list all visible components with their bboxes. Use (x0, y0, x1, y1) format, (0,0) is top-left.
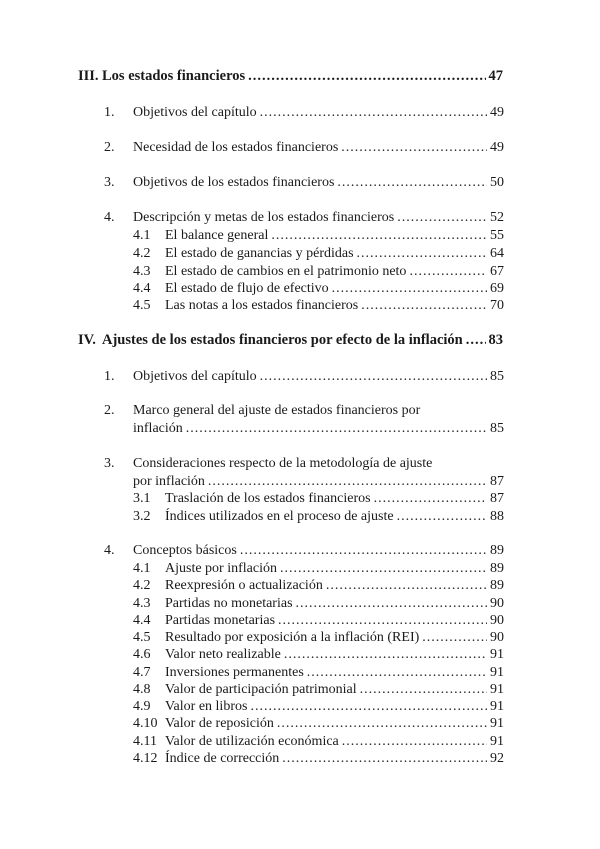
chapter-number: IV. (78, 332, 96, 348)
toc-subsection (133, 630, 504, 646)
page-number: 49 (490, 140, 504, 155)
page-number: 55 (490, 228, 504, 243)
section-title-line-2: inflación (133, 421, 183, 436)
subsection-number: 3.2 (133, 509, 151, 524)
subsection-number: 4.7 (133, 665, 151, 680)
page-number: 50 (490, 175, 504, 190)
toc-subsection (133, 699, 504, 715)
toc-chapter-3 (78, 68, 503, 85)
page-number: 70 (490, 298, 504, 313)
toc-subsection (133, 509, 504, 525)
page-number: 64 (490, 246, 504, 261)
subsection-number: 4.11 (133, 734, 157, 749)
subsection-number: 4.12 (133, 751, 158, 766)
section-title-line-1: Consideraciones respecto de la metodología de ajuste (133, 456, 433, 471)
toc-subsection (133, 228, 504, 244)
chapter-number: III. (78, 68, 99, 84)
subsection-title: Índice de corrección (165, 751, 280, 766)
page-number: 90 (490, 613, 504, 628)
toc-subsection (133, 647, 504, 663)
toc-subsection (133, 613, 504, 629)
section-title-line-2: por inflación (133, 474, 205, 489)
section-title: Objetivos de los estados financieros (133, 175, 335, 190)
section-number: 2. (104, 140, 115, 155)
page-number: 91 (490, 699, 504, 714)
leader-dots (360, 682, 487, 698)
subsection-title: El balance general (165, 228, 269, 243)
leader-dots (260, 369, 487, 385)
subsection-title: Ajuste por inflación (165, 561, 277, 576)
subsection-number: 4.4 (133, 613, 151, 628)
section-title-line-1: Marco general del ajuste de estados financieros por (133, 403, 421, 418)
subsection-number: 4.3 (133, 596, 151, 611)
section-number: 1. (104, 105, 115, 120)
toc-subsection (133, 751, 504, 767)
leader-dots (248, 68, 485, 85)
section-title: Conceptos básicos (133, 543, 237, 558)
page-number: 91 (490, 734, 504, 749)
toc-subsection (133, 682, 504, 698)
leader-dots (307, 665, 487, 681)
page-number: 85 (490, 421, 504, 436)
toc-subsection (133, 298, 504, 314)
subsection-title: Resultado por exposición a la inflación (REI) (165, 630, 420, 645)
subsection-title: Reexpresión o actualización (165, 578, 323, 593)
page-number: 67 (490, 264, 504, 279)
subsection-title: Inversiones permanentes (165, 665, 304, 680)
leader-dots (260, 105, 487, 121)
leader-dots (374, 491, 487, 507)
leader-dots (326, 578, 487, 594)
chapter-title: Ajustes de los estados financieros por efecto de la inflación (102, 332, 463, 348)
subsection-title: Las notas a los estados financieros (165, 298, 359, 313)
page-number: 47 (488, 68, 503, 84)
subsection-number: 4.9 (133, 699, 151, 714)
subsection-title: El estado de cambios en el patrimonio neto (165, 264, 407, 279)
subsection-title: Valor de participación patrimonial (165, 682, 357, 697)
subsection-number: 4.4 (133, 281, 151, 296)
leader-dots (397, 210, 487, 226)
toc-subsection (133, 734, 504, 750)
subsection-number: 4.1 (133, 561, 151, 576)
leader-dots (278, 613, 487, 629)
page-number: 90 (490, 630, 504, 645)
leader-dots (277, 716, 487, 732)
toc-section-continuation (133, 421, 504, 437)
leader-dots (332, 281, 487, 297)
leader-dots (284, 647, 487, 663)
toc-section (104, 369, 504, 385)
toc-subsection (133, 665, 504, 681)
subsection-number: 4.8 (133, 682, 151, 697)
page-number: 89 (490, 561, 504, 576)
leader-dots (422, 630, 487, 646)
page-number: 91 (490, 665, 504, 680)
page-number: 52 (490, 210, 504, 225)
page-number: 83 (488, 332, 503, 348)
leader-dots (397, 509, 487, 525)
page-number: 85 (490, 369, 504, 384)
toc-section (104, 210, 504, 226)
toc-section (104, 543, 504, 559)
page-number: 91 (490, 716, 504, 731)
page-number: 87 (490, 474, 504, 489)
toc-section (104, 175, 504, 191)
toc-subsection (133, 264, 504, 280)
toc-subsection (133, 246, 504, 262)
page-number: 49 (490, 105, 504, 120)
toc-chapter-4 (78, 332, 503, 349)
subsection-number: 4.5 (133, 630, 151, 645)
section-number: 1. (104, 369, 115, 384)
subsection-title: Valor de utilización económica (165, 734, 339, 749)
section-number: 2. (104, 403, 115, 418)
toc-subsection (133, 596, 504, 612)
leader-dots (186, 421, 487, 437)
page-number: 87 (490, 491, 504, 506)
leader-dots (357, 246, 487, 262)
toc-subsection (133, 578, 504, 594)
section-title: Objetivos del capítulo (133, 105, 257, 120)
toc-subsection (133, 716, 504, 732)
leader-dots (466, 332, 486, 349)
subsection-number: 4.2 (133, 578, 151, 593)
page-number: 89 (490, 578, 504, 593)
leader-dots (337, 175, 487, 191)
subsection-title: Partidas no monetarias (165, 596, 293, 611)
leader-dots (280, 561, 487, 577)
leader-dots (341, 140, 487, 156)
section-number: 4. (104, 543, 115, 558)
leader-dots (240, 543, 487, 559)
section-number: 3. (104, 456, 115, 471)
toc-section (104, 403, 504, 419)
page-number: 88 (490, 509, 504, 524)
leader-dots (271, 228, 487, 244)
page-number: 90 (490, 596, 504, 611)
section-title: Descripción y metas de los estados financieros (133, 210, 395, 225)
section-title: Necesidad de los estados financieros (133, 140, 339, 155)
toc-section (104, 105, 504, 121)
page-number: 92 (490, 751, 504, 766)
toc-subsection (133, 281, 504, 297)
section-number: 3. (104, 175, 115, 190)
subsection-title: Valor neto realizable (165, 647, 281, 662)
toc-subsection (133, 561, 504, 577)
subsection-title: Partidas monetarias (165, 613, 276, 628)
subsection-title: El estado de ganancias y pérdidas (165, 246, 354, 261)
subsection-number: 4.2 (133, 246, 151, 261)
subsection-number: 4.10 (133, 716, 158, 731)
page-number: 69 (490, 281, 504, 296)
toc-section (104, 456, 504, 472)
section-number: 4. (104, 210, 115, 225)
subsection-number: 4.1 (133, 228, 151, 243)
toc-subsection (133, 491, 504, 507)
leader-dots (250, 699, 487, 715)
toc-section-continuation (133, 474, 504, 490)
subsection-number: 3.1 (133, 491, 151, 506)
chapter-title: Los estados financieros (102, 68, 246, 84)
subsection-number: 4.5 (133, 298, 151, 313)
leader-dots (409, 264, 487, 280)
subsection-title: Traslación de los estados financieros (165, 491, 371, 506)
toc-section (104, 140, 504, 156)
page-number: 89 (490, 543, 504, 558)
leader-dots (282, 751, 487, 767)
page-number: 91 (490, 682, 504, 697)
leader-dots (208, 474, 487, 490)
leader-dots (361, 298, 487, 314)
subsection-number: 4.3 (133, 264, 151, 279)
subsection-title: Valor de reposición (165, 716, 274, 731)
subsection-title: Valor en libros (165, 699, 248, 714)
subsection-number: 4.6 (133, 647, 151, 662)
section-title: Objetivos del capítulo (133, 369, 257, 384)
subsection-title: Índices utilizados en el proceso de ajuste (165, 509, 394, 524)
leader-dots (342, 734, 487, 750)
subsection-title: El estado de flujo de efectivo (165, 281, 329, 296)
page-number: 91 (490, 647, 504, 662)
leader-dots (296, 596, 487, 612)
